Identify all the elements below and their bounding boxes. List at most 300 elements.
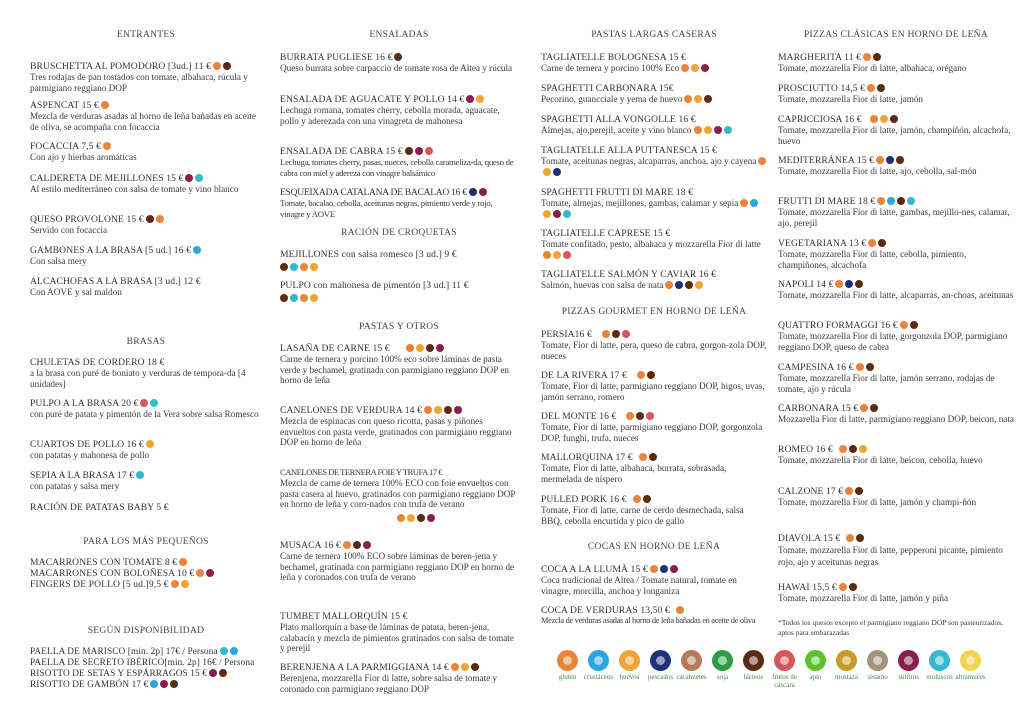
sulfitos-icon: [714, 126, 722, 134]
menu-item: [280, 662, 518, 694]
gluten-icon: [213, 62, 221, 70]
item-desc: Servido con focaccia: [30, 225, 108, 235]
item-name: ALCACHOFAS A LA BRASA [3 ud.] 12 €: [30, 276, 201, 287]
legend-apio: apio: [800, 650, 831, 689]
huevos-icon: [691, 64, 699, 72]
menu-item: [541, 494, 767, 526]
menu-item: [280, 611, 518, 654]
section-title-pastas-largas: PASTAS LARGAS CASERAS: [591, 30, 717, 40]
item-desc: Tomate, Fior di latte, parmigiano reggiano DOP, higos, uvas, jamón serrano, romero: [541, 381, 765, 402]
menu-item: [778, 403, 1014, 425]
menu-item: [280, 343, 518, 386]
menu-item: [778, 238, 1014, 270]
menu-item: [778, 320, 1014, 352]
item-desc: con puré de patata y pimentón de la Vera sobre salsa Romesco: [30, 409, 259, 419]
lacteos-icon: [877, 84, 885, 92]
menu-item: [778, 155, 1014, 177]
section-title-entrantes: ENTRANTES: [116, 30, 176, 40]
huevos-icon: [553, 251, 561, 259]
lacteos-icon: [353, 541, 361, 549]
moluscos-icon: [907, 197, 915, 205]
item-name: CAMPESINA 16 €: [778, 362, 854, 373]
item-name: DEL MONTE 16 €: [541, 411, 617, 422]
item-desc: Tomate, mozzarella Fior di latte, pepperoni picante, pimiento rojo, ajo y aceitunas negras: [778, 545, 1003, 567]
item-name: MARGHERITA 11 €: [778, 52, 861, 63]
gluten-icon: [877, 197, 885, 205]
frutos-icon: [140, 399, 148, 407]
sulfitos-icon: [209, 669, 217, 677]
item-desc: Tomate, mozzarella Fior di latte, cebolla, pimiento, champiñones, alcachofa: [778, 249, 967, 270]
menu-item: [778, 362, 1014, 394]
sulfitos-icon: [701, 64, 709, 72]
peanut-icon: [681, 650, 702, 671]
sulfitos-icon: [427, 514, 435, 522]
item-name: BERENJENA A LA PARMIGGIANA 14 €: [280, 662, 449, 673]
sulfitos-icon: [160, 680, 168, 688]
gluten-icon: [740, 199, 748, 207]
lacteos-icon: [170, 680, 178, 688]
gluten-icon: [171, 580, 179, 588]
lacteos-icon: [870, 404, 878, 412]
gluten-icon: [543, 251, 551, 259]
menu-item: [30, 276, 262, 298]
lacteos-icon: [890, 115, 898, 123]
lacteos-icon: [426, 344, 434, 352]
fish-icon: [650, 650, 671, 671]
section-title-disponibilidad: SEGÚN DISPONIBILIDAD: [87, 626, 205, 636]
item-desc: Tomate, mozzarella Fior di latte, gorgonzola DOP, parmigiano reggiano DOP, queso de cabra: [778, 331, 1008, 352]
item-desc: Mezcla de verduras asadas al horno de leña bañadas en aceite de oliva: [541, 616, 756, 625]
item-desc: a la brasa con puré de boniato y verduras de tempora-da [4 unidades]: [30, 368, 246, 389]
lacteos-icon: [855, 487, 863, 495]
huevos-icon: [434, 406, 442, 414]
item-name: COCA DE VERDURAS 13,50 €: [541, 605, 670, 616]
item-desc: Tomate, mozzarella Fior di latte, jamón serrano, rodajas de tomate, ajo y rúcula: [778, 373, 995, 394]
lacteos-icon: [910, 321, 918, 329]
gluten-icon: [451, 663, 459, 671]
item-desc: Tomate, almejas, mejillones, gambas, calamar y sepia: [541, 198, 739, 208]
menu-item: [280, 52, 518, 74]
item-name: SPAGHETTI CARBONARA 15€: [541, 83, 674, 94]
item-desc: Tomate, Fior di latte, carne de cerdo desmechada, salsa BBQ, cebolla encurtida y pico de gallo: [541, 505, 744, 526]
menu-item: [30, 245, 262, 267]
menu-item: [280, 187, 518, 219]
gluten-icon: [860, 404, 868, 412]
item-name: PAELLA DE MARISCO [min. 2p] 17€ / Persona: [30, 647, 218, 657]
item-name: TAGLIATELLE BOLOGNESA 15 €: [541, 52, 686, 63]
sulfitos-icon: [363, 541, 371, 549]
gluten-icon: [639, 453, 647, 461]
item-desc: Carne de ternera y porcino 100% eco sobre láminas de pasta verde y bechamel, gratinada con parmigiano reggiano DOP en horno de leña: [280, 354, 510, 386]
legend-pescados: pescados: [645, 650, 676, 689]
lacteos-icon: [878, 239, 886, 247]
gluten-icon: [835, 280, 843, 288]
item-name: SEPIA A LA BRASA 17 €: [30, 470, 135, 481]
crustaceos-icon: [193, 246, 201, 254]
menu-item: [280, 280, 518, 302]
lacteos-icon: [647, 371, 655, 379]
menu-item: [541, 228, 767, 260]
legend-huevos: huevos: [614, 650, 645, 689]
item-name: FOCACCIA 7,5 €: [30, 141, 101, 152]
gluten-icon: [300, 263, 308, 271]
gluten-icon: [633, 495, 641, 503]
item-desc: Tres rodajas de pan tostados con tomate, albahaca, rúcula y parmigiano reggiano DOP: [30, 72, 248, 93]
menu-item: [778, 279, 1014, 301]
lacteos-icon: [855, 280, 863, 288]
menu-item: [778, 582, 1014, 604]
item-name: CHULETAS DE CORDERO 18 €: [30, 357, 165, 368]
huevos-icon: [310, 263, 318, 271]
menu-item: [30, 502, 262, 513]
frutos-icon: [563, 251, 571, 259]
shell-icon: [929, 650, 950, 671]
item-name: SPAGHETTI ALLA VONGOLLE 16 €: [541, 114, 696, 125]
item-name: LASAÑA DE CARNE 15 €: [280, 343, 390, 354]
huevos-icon: [146, 440, 154, 448]
item-name: RISOTTO DE GAMBÓN 17 €: [30, 680, 149, 690]
item-desc: Tomate, mozzarella Fior di latte, jamón, champiñón, alcachofa, huevo: [778, 125, 1011, 146]
lupin-icon: [960, 650, 981, 671]
gluten-icon: [681, 64, 689, 72]
sulfites-icon: [898, 650, 919, 671]
menu-line-list: [30, 557, 262, 590]
huevos-icon: [880, 115, 888, 123]
moluscos-icon: [220, 647, 228, 655]
item-desc: Mozzarella Fior di latte, parmigiano reggiano DOP, beicon, nata: [778, 414, 1014, 424]
menu-item: [778, 196, 1014, 228]
gluten-icon: [665, 281, 673, 289]
gluten-icon: [684, 95, 692, 103]
item-name: ROMEO 16 €: [778, 444, 833, 455]
menu-item: [541, 329, 767, 361]
sulfitos-icon: [553, 210, 561, 218]
item-desc: Mezcla de carne de ternera 100% ECO con foie envueltos con pasta casera al huevo, gratinados con parmigiano reggiano DOP en horno de leña y coro-nados con trufa de verano: [280, 478, 516, 510]
menu-item: [30, 357, 262, 389]
gluten-icon: [424, 406, 432, 414]
item-name: QUESO PROVOLONE 15 €: [30, 214, 144, 225]
menu-item: [778, 533, 1014, 568]
item-name: MALLORQUINA 17 €: [541, 452, 633, 463]
pescados-icon: [845, 280, 853, 288]
item-name: TAGLIATELLE CAPRESE 15 €: [541, 228, 671, 239]
lacteos-icon: [223, 62, 231, 70]
item-desc: Tomate, mozzarella Fior di latte, albahaca, orégano: [778, 63, 967, 73]
item-desc: Lechuga romana, tomates cherry, cebolla morada, aguacate, pollo y aderezada con una vinagreta de mahonesa: [280, 105, 500, 126]
item-desc: Tomate, mozzarella Fior di latte, jamón: [778, 94, 924, 104]
menu-item: [30, 214, 262, 236]
item-desc: Carne de ternera 100% ECO sobre láminas de beren-jena y bechamel, gratinada con parmigiano reggiano DOP en horno de leña y coronados con trufa de verano: [280, 551, 515, 583]
item-desc: Tomate, Fior di latte, parmigiano reggiano DOP, gorgonzola DOP, funghi, trufa, nueces: [541, 422, 763, 443]
gluten-icon: [156, 215, 164, 223]
item-desc: Tomate, mozzarella Fior di latte, gambas, mejillo-nes, calamar, ajo, perejil: [778, 207, 1010, 228]
menu-item: [541, 370, 767, 402]
legend-sulfitos: sulfitos: [893, 650, 924, 689]
gluten-icon: [694, 126, 702, 134]
item-name: CUARTOS DE POLLO 16 €: [30, 439, 144, 450]
item-desc: Tomate, mozzarella Fior di latte, ajo, cebolla, sal-món: [778, 166, 977, 176]
item-name: FRUTTI DI MARE 18 €: [778, 196, 876, 207]
lacteos-icon: [849, 445, 857, 453]
pescados-icon: [675, 281, 683, 289]
item-name: TAGLIATELLE ALLA PUTTANESCA 15 €: [541, 145, 717, 156]
lacteos-icon: [471, 663, 479, 671]
lacteos-icon: [417, 514, 425, 522]
soy-icon: [712, 650, 733, 671]
legend-moluscos: moluscos: [924, 650, 955, 689]
huevos-icon: [181, 580, 189, 588]
crustaceos-icon: [887, 197, 895, 205]
lacteos-icon: [643, 495, 651, 503]
item-name: DE LA RIVERA 17 €: [541, 370, 627, 381]
moluscos-icon: [136, 471, 144, 479]
section-title-brasas: BRASAS: [126, 337, 166, 347]
huevos-icon: [310, 294, 318, 302]
item-desc: Mezcla de espinacas con queso ricotta, pasas y piñones envueltos con pasta verde, gratinados con parmigiano reggiano DOP en horno de leña: [280, 416, 512, 448]
menu-item: [30, 100, 262, 132]
sulfitos-icon: [206, 569, 214, 577]
item-desc: Mezcla de verduras asadas al horno de leña bañadas en aceite de oliva, se acompaña con focaccia: [30, 111, 256, 132]
item-name: CAPRICCIOSA 16 €: [778, 114, 862, 125]
huevos-icon: [416, 344, 424, 352]
huevos-icon: [704, 126, 712, 134]
item-desc: Con AOVE y sal maldon: [30, 287, 122, 297]
item-name: MACARRONES CON TOMATE 8 €: [30, 557, 178, 568]
gluten-icon: [179, 558, 187, 566]
menu-item: [30, 61, 262, 93]
item-name: HAWAI 15,5 €: [778, 582, 837, 593]
item-desc: Coca tradicional de Altea / Tomate natural, tomate en vinagre, morcilla, anchoa y longaniza: [541, 575, 737, 596]
huevos-icon: [461, 663, 469, 671]
lacteos-icon: [280, 263, 288, 271]
moluscos-icon: [563, 210, 571, 218]
item-name: ASPENCAT 15 €: [30, 100, 99, 111]
frutos-icon: [622, 330, 630, 338]
lacteos-icon: [394, 53, 402, 61]
gluten-icon: [602, 330, 610, 338]
milk-jug-icon: [743, 650, 764, 671]
item-desc: Queso burrata sobre carpaccio de tomate rosa de Altea y rúcula: [280, 63, 513, 73]
menu-item: [541, 187, 767, 219]
menu-item: [541, 114, 767, 136]
legend-soja: soja: [707, 650, 738, 689]
item-name: QUATTRO FORMAGGI 16 €: [778, 320, 898, 331]
egg-icon: [619, 650, 640, 671]
sesame-icon: [867, 650, 888, 671]
gluten-icon: [650, 565, 658, 573]
lacteos-icon: [873, 53, 881, 61]
gluten-icon: [876, 156, 884, 164]
item-name: COCA A LA LLUMÀ 15 €: [541, 564, 648, 575]
item-desc: Tomate, mozzarella Fior di latte, jamón y piña: [778, 593, 949, 603]
item-desc: Lechuga, tomates cherry, pasas, nueces, cebolla carameliza-da, queso de cabra con miel y adereza con vinagre balsámico: [280, 157, 514, 178]
sulfitos-icon: [415, 147, 423, 155]
gluten-icon: [867, 84, 875, 92]
gluten-icon: [863, 53, 871, 61]
lacteos-icon: [405, 147, 413, 155]
section-title-ensaladas: ENSALADAS: [369, 30, 429, 40]
menu-item: [541, 564, 767, 596]
gluten-icon: [557, 650, 578, 671]
menu-item: [541, 145, 767, 177]
item-desc: Plato mallorquín a base de láminas de patata, beren-jena, calabacín y mezcla de pimientos gratinados con salsa de tomate y perejil: [280, 622, 514, 654]
crab-icon: [588, 650, 609, 671]
menu-item: [778, 444, 1014, 466]
lacteos-icon: [896, 156, 904, 164]
sulfitos-icon: [466, 95, 474, 103]
menu-item: [778, 83, 1014, 105]
item-desc: Con salsa mery: [30, 256, 87, 266]
moluscos-icon: [724, 126, 732, 134]
gluten-icon: [196, 569, 204, 577]
item-name: FINGERS DE POLLO [5 ud.]9,5 €: [30, 579, 169, 590]
section-title-pizzas-gourmet: PIZZAS GOURMET EN HORNO DE LEÑA: [561, 307, 747, 317]
menu-item: [30, 398, 262, 420]
item-name: ENSALADA DE CABRA 15 €: [280, 146, 403, 157]
huevos-icon: [695, 281, 703, 289]
item-desc: Tomate, mozzarella Fior di latte, beicon, cebolla, huevo: [778, 455, 983, 465]
moluscos-icon: [290, 294, 298, 302]
menu-item: [778, 114, 1014, 146]
gluten-icon: [397, 514, 405, 522]
frutos-icon: [646, 412, 654, 420]
menu-item: [30, 173, 262, 195]
menu-item: [280, 540, 518, 583]
lacteos-icon: [856, 534, 864, 542]
gluten-icon: [103, 142, 111, 150]
item-name: MUSACA 16 €: [280, 540, 341, 551]
moluscos-icon: [290, 263, 298, 271]
gluten-icon: [406, 344, 414, 352]
legend-altramuces: altramuces: [955, 650, 986, 689]
lacteos-icon: [444, 406, 452, 414]
item-name: TUMBET MALLORQUÍN 15 €: [280, 611, 408, 622]
gluten-icon: [343, 541, 351, 549]
item-name: MEDITERRÁNEA 15 €: [778, 155, 875, 166]
legend-frutos: frutos de cáscara: [769, 650, 800, 689]
section-title-croquetas: RACIÓN DE CROQUETAS: [341, 228, 457, 238]
menu-item: [778, 52, 1014, 74]
lacteos-icon: [685, 281, 693, 289]
item-desc: Tomate confitado, pesto, albahaca y mozzarella Fior di latte: [541, 239, 761, 249]
huevos-icon: [543, 168, 551, 176]
frutos-icon: [425, 147, 433, 155]
section-title-pastas-otros: PASTAS Y OTROS: [359, 322, 439, 332]
legend-sesamo: sésamo: [862, 650, 893, 689]
item-name: DIAVOLA 15 €: [778, 533, 841, 544]
item-desc: Tomate, aceitunas negras, alcaparras, anchoa, ajo y cayena: [541, 156, 757, 166]
menu-item: [541, 605, 767, 627]
gluten-icon: [870, 115, 878, 123]
menu-item: [280, 94, 518, 126]
legend-crustaceos: crustáceos: [583, 650, 614, 689]
gluten-icon: [758, 157, 766, 165]
gluten-icon: [626, 412, 634, 420]
gluten-icon: [900, 321, 908, 329]
item-desc: Carne de ternera y porcino 100% Eco: [541, 63, 680, 73]
item-name: CARBONARA 15 €: [778, 403, 859, 414]
item-name: BRUSCHETTA AL POMODORO [3ud.] 11 €: [30, 61, 212, 72]
menu-item: [778, 486, 1014, 508]
legend-cacahuetes: cacahuetes: [676, 650, 707, 689]
item-name: ESQUEIXADA CATALANA DE BACALAO 16 €: [280, 187, 467, 198]
item-name: SPAGHETTI FRUTTI DI MARE 18 €: [541, 187, 694, 198]
lacteos-icon: [612, 330, 620, 338]
item-name: PERSIA16 €: [541, 329, 592, 340]
section-title-pizzas-clasicas: PIZZAS CLÁSICAS EN HORNO DE LEÑA: [803, 30, 989, 40]
menu-line-list: [30, 647, 262, 691]
menu-item: [280, 467, 518, 510]
lacteos-icon: [280, 294, 288, 302]
item-name: PROSCIUTTO 14,5 €: [778, 83, 866, 94]
item-name: RISOTTO DE SETAS Y ESPÁRRAGOS 15 €: [30, 669, 207, 679]
item-name: CALZONE 17 €: [778, 486, 844, 497]
mustard-icon: [836, 650, 857, 671]
item-desc: Salmón, huevas con salsa de nata: [541, 280, 664, 290]
item-desc: con patatas y salsa mery: [30, 481, 120, 491]
gluten-icon: [101, 101, 109, 109]
menu-item: [280, 146, 518, 178]
item-desc: Pecorino, guancciale y yema de huevo: [541, 94, 683, 104]
huevos-icon: [407, 514, 415, 522]
gluten-icon: [839, 445, 847, 453]
sulfitos-icon: [185, 174, 193, 182]
item-desc: con patatas y mahonesa de pollo: [30, 450, 150, 460]
menu-item: [280, 405, 518, 448]
item-name: MEJILLONES con salsa romesco [3 ud.] 9 €: [280, 249, 457, 260]
lacteos-icon: [704, 95, 712, 103]
item-desc: Al estilo mediterráneo con salsa de tomate y vino blanco: [30, 184, 239, 194]
item-desc: Almejas, ajo,perejil, aceite y vino blanco: [541, 125, 692, 135]
huevos-icon: [476, 95, 484, 103]
item-name: TAGLIATELLE SALMÓN Y CAVIAR 16 €: [541, 269, 717, 280]
gluten-icon: [846, 534, 854, 542]
item-desc: Tomate, bacalao, cebolla, aceitunas negras, pimiento verde y rojo, vinagre y AOVE: [280, 198, 493, 219]
pescados-icon: [553, 168, 561, 176]
item-name: NAPOLI 14 €: [778, 279, 834, 290]
crustaceos-icon: [750, 199, 758, 207]
item-name: ENSALADA DE AGUACATE Y POLLO 14 €: [280, 94, 465, 105]
item-desc: Tomate, mozzarella Fior di latte, alcaparras, an-choas, aceitunas: [778, 290, 1014, 300]
gluten-icon: [856, 363, 864, 371]
item-desc: Tomate, Fior di latte, pera, queso de cabra, gorgon-zola DOP, nueces: [541, 340, 767, 361]
lacteos-icon: [219, 669, 227, 677]
sulfitos-icon: [454, 406, 462, 414]
gluten-icon: [637, 371, 645, 379]
huevos-icon: [694, 95, 702, 103]
menu-item: [541, 269, 767, 291]
item-desc: Tomate, mozzarella Fior di latte, jamón y champi-ñón: [778, 497, 977, 507]
lacteos-icon: [849, 583, 857, 591]
allergen-legend: [552, 650, 992, 689]
item-name: CALDERETA DE MEJILLONES 15 €: [30, 173, 184, 184]
crustaceos-icon: [150, 680, 158, 688]
menu-item: [541, 83, 767, 105]
item-name: PULPO con mahonesa de pimentón [3 ud.] 11 €: [280, 280, 469, 291]
item-name: MACARRONES CON BOLOÑESA 10 €: [30, 568, 195, 579]
item-desc: Berenjena, mozzarella Fior di latte, sobre salsa de tomate y coronado con parmigiano reggiano DOP: [280, 673, 498, 694]
item-name: PULPO A LA BRASA 20 €: [30, 398, 139, 409]
pescados-icon: [660, 565, 668, 573]
gluten-icon: [300, 294, 308, 302]
item-name: GAMBONES A LA BRASA [5 ud.] 16 €: [30, 245, 191, 256]
huevos-icon: [543, 210, 551, 218]
gluten-icon: [845, 487, 853, 495]
sulfitos-icon: [479, 188, 487, 196]
moluscos-icon: [195, 174, 203, 182]
lacteos-icon: [866, 363, 874, 371]
pescados-icon: [469, 188, 477, 196]
